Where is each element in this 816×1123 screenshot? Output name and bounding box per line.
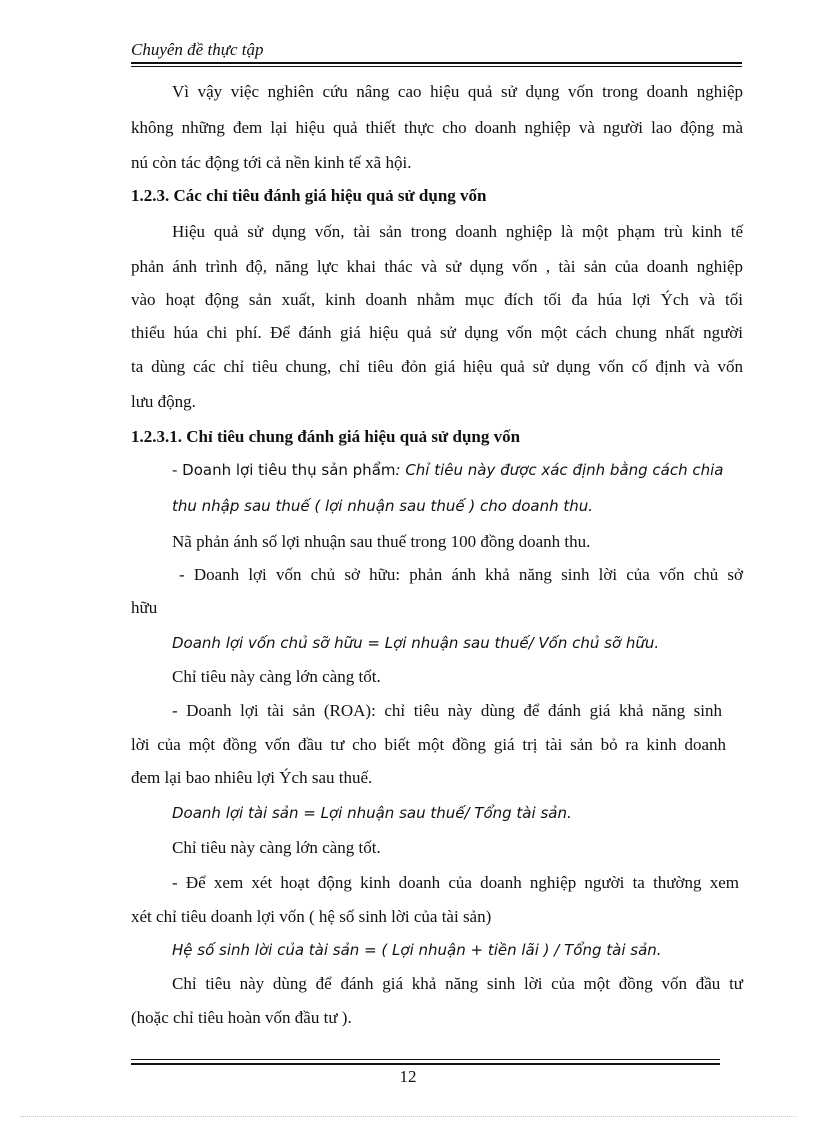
paragraph-line (172, 460, 743, 480)
paragraph-line: thiểu húa chi phí. Để đánh giá hiệu quả sử dụng vốn một cách chung nhất người (131, 323, 743, 342)
paragraph-line: Hiệu quả sử dụng vốn, tài sản trong doanh nghiệp là một phạm trù kinh tế (172, 222, 743, 241)
paragraph-line: Vì vậy việc nghiên cứu nâng cao hiệu quả sử dụng vốn trong doanh nghiệp (172, 82, 743, 101)
subsection-heading: 1.2.3.1. Chỉ tiêu chung đánh giá hiệu quả sử dụng vốn (131, 427, 521, 446)
footer-rule (131, 1063, 720, 1065)
paragraph-line: không những đem lại hiệu quả thiết thực cho doanh nghiệp và người lao động mà (131, 118, 743, 137)
formula-line: Hệ số sinh lời của tài sản = ( Lợi nhuận + tiền lãi ) / Tổng tài sản. (172, 941, 662, 959)
formula-line: Doanh lợi vốn chủ sỡ hữu = Lợi nhuận sau thuế/ Vốn chủ sỡ hữu. (172, 634, 660, 652)
paragraph-line: lời của một đồng vốn đầu tư cho biết một đồng giá trị tài sản bỏ ra kinh doanh (131, 735, 726, 754)
footer-rule-thin (131, 1059, 720, 1060)
paragraph-line: Chỉ tiêu này dùng để đánh giá khả năng sinh lời của một đồng vốn đầu tư (172, 974, 743, 993)
paragraph-line: Chỉ tiêu này càng lớn càng tốt. (172, 838, 381, 857)
section-heading: 1.2.3. Các chỉ tiêu đánh giá hiệu quả sử dụng vốn (131, 186, 487, 205)
running-header-title: Chuyên đề thực tập (131, 40, 264, 59)
header-rule (131, 62, 742, 64)
paragraph-line: (hoặc chỉ tiêu hoàn vốn đầu tư ). (131, 1008, 352, 1027)
page-number: 12 (399, 1067, 417, 1086)
paragraph-line: Nã phản ánh số lợi nhuận sau thuế trong 100 đồng doanh thu. (172, 532, 591, 551)
paragraph-line: đem lại bao nhiêu lợi Ých sau thuế. (131, 768, 373, 787)
paragraph-line: - Để xem xét hoạt động kinh doanh của doanh nghiệp người ta thường xem (172, 873, 739, 892)
paragraph-line: ta dùng các chỉ tiêu chung, chỉ tiêu đỏn giá hiệu quả sử dụng vốn cố định và vốn (131, 357, 743, 376)
paragraph-line: phản ánh trình độ, năng lực khai thác và sử dụng vốn , tài sản của doanh nghiệp (131, 257, 743, 276)
paragraph-line: nú còn tác động tới cả nền kinh tế xã hội. (131, 153, 412, 172)
paragraph-line: xét chỉ tiêu doanh lợi vốn ( hệ số sinh lời của tài sản) (131, 907, 492, 926)
paragraph-line: - Doanh lợi vốn chủ sở hữu: phản ánh khả năng sinh lời của vốn chủ sở (179, 565, 743, 584)
header-rule-thin (131, 66, 742, 67)
page-edge (20, 1116, 796, 1117)
paragraph-line: hữu (131, 598, 158, 617)
paragraph-line-italic: thu nhập sau thuế ( lợi nhuận sau thuế ) cho doanh thu. (172, 497, 594, 515)
paragraph-line: - Doanh lợi tài sản (ROA): chỉ tiêu này dùng để đánh giá khả năng sinh (172, 701, 722, 720)
metric-definition: : Chỉ tiêu này được xác định bằng cách chia (395, 461, 724, 479)
formula-line: Doanh lợi tài sản = Lợi nhuận sau thuế/ Tổng tài sản. (172, 804, 572, 822)
paragraph-line: vào hoạt động sản xuất, kinh doanh nhằm mục đích tối đa húa lợi Ých và tối (131, 290, 743, 309)
paragraph-line: lưu động. (131, 392, 196, 411)
metric-name: - Doanh lợi tiêu thụ sản phẩm (172, 461, 396, 479)
paragraph-line: Chỉ tiêu này càng lớn càng tốt. (172, 667, 381, 686)
